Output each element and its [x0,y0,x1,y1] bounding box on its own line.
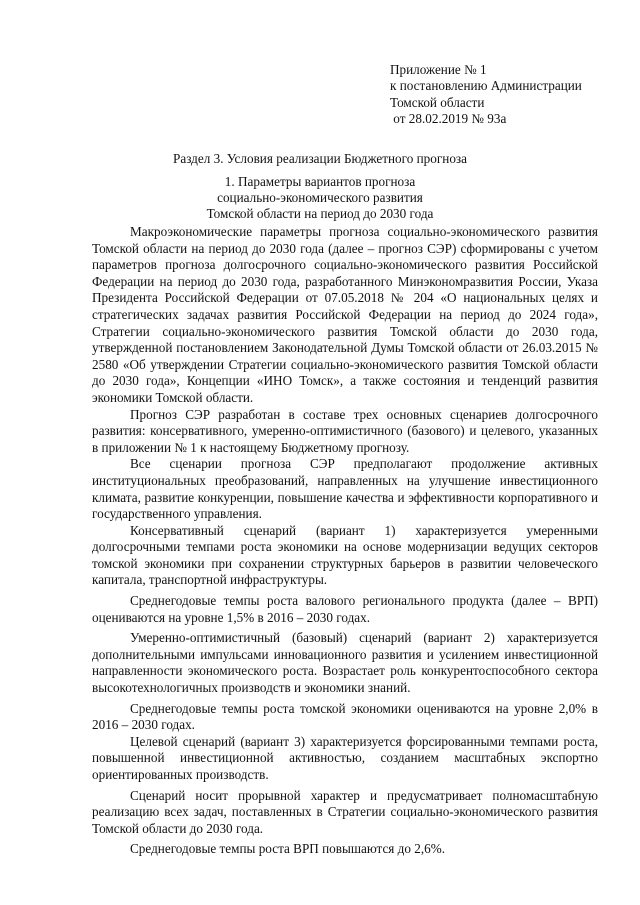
paragraph: Прогноз СЭР разработан в составе трех основных сценариев долгосрочного развития: консервативного, умеренно-оптимистичного (базового) и целевого, указанных в приложении № 1 к настоящему Бюджетному прогнозу. [92,406,598,455]
paragraph: Среднегодовые темпы роста томской экономики оцениваются на уровне 2,0% в 2016 – 2030 годах. [92,700,598,733]
paragraph: Сценарий носит прорывной характер и предусматривает полномасштабную реализацию всех задач, поставленных в Стратегии социально-экономического развития Томской области до 2030 года. [92,787,598,836]
paragraph: Среднегодовые темпы роста валового регионального продукта (далее – ВРП) оцениваются на уровне 1,5% в 2016 – 2030 годах. [92,593,598,625]
paragraph: Среднегодовые темпы роста ВРП повышаются до 2,6%. [130,841,446,857]
subsection-title-line: 1. Параметры вариантов прогноза [224,174,416,189]
subsection-title-line: Томской области на период до 2030 года [206,206,434,222]
section-title: Раздел 3. Условия реализации Бюджетного прогноза [173,151,467,166]
paragraph: Умеренно-оптимистичный (базовый) сценарий (вариант 2) характеризуется дополнительными импульсами инновационного развития и усилением инвестиционной направленности экономического роста. Возрастает роль конкурентоспособного сектора высокотехнологичных производств и экономики знаний. [92,630,598,696]
subsection-title-line: социально-экономического развития [217,190,423,206]
appendix-reference: к постановлению Администрации [390,78,582,94]
paragraph: Все сценарии прогноза СЭР предполагают продолжение активных институциональных преобразований, направленных на улучшение инвестиционного климата, развитие конкуренции, повышение качества и эффективности корпоративного и государственного управления. [92,456,598,522]
appendix-authority: Томской области [390,94,485,110]
paragraph: Консервативный сценарий (вариант 1) характеризуется умеренными долгосрочными темпами роста экономики на основе модернизации ведущих секторов томской экономики при сохранении структурных барьеров в развитии человеческого капитала, транспортной инфраструктуры. [92,522,598,588]
document-body [92,224,598,858]
appendix-header [390,62,620,128]
paragraph: Целевой сценарий (вариант 3) характеризуется форсированными темпами роста, повышенной инвестиционной активностью, созданием масштабных экспортно ориентированных производств. [92,733,598,782]
appendix-title: Приложение № 1 [390,62,487,77]
subsection-title [0,174,640,223]
paragraph: Макроэкономические параметры прогноза социально-экономического развития Томской области на период до 2030 года (далее – прогноз СЭР) сформированы с учетом параметров прогноза долгосрочного социально-экономического развития Российской Федерации на период до 2030 года, разработанного Минэкономразвития России, Указа Президента Российской Федерации от 07.05.2018 № 204 «О национальных целях и стратегических задачах развития Российской Федерации на период до 2024 года», Стратегии социально-экономического развития Томской области до 2030 года, утвержденной постановлением Законодательной Думы Томской области от 26.03.2015 № 2580 «Об утверждении Стратегии социально-экономического развития Томской области до 2030 года», Концепции «ИНО Томск», а также состояния и тенденций развития экономики Томской области. [92,224,598,405]
appendix-date: от 28.02.2019 № 93а [390,111,507,127]
